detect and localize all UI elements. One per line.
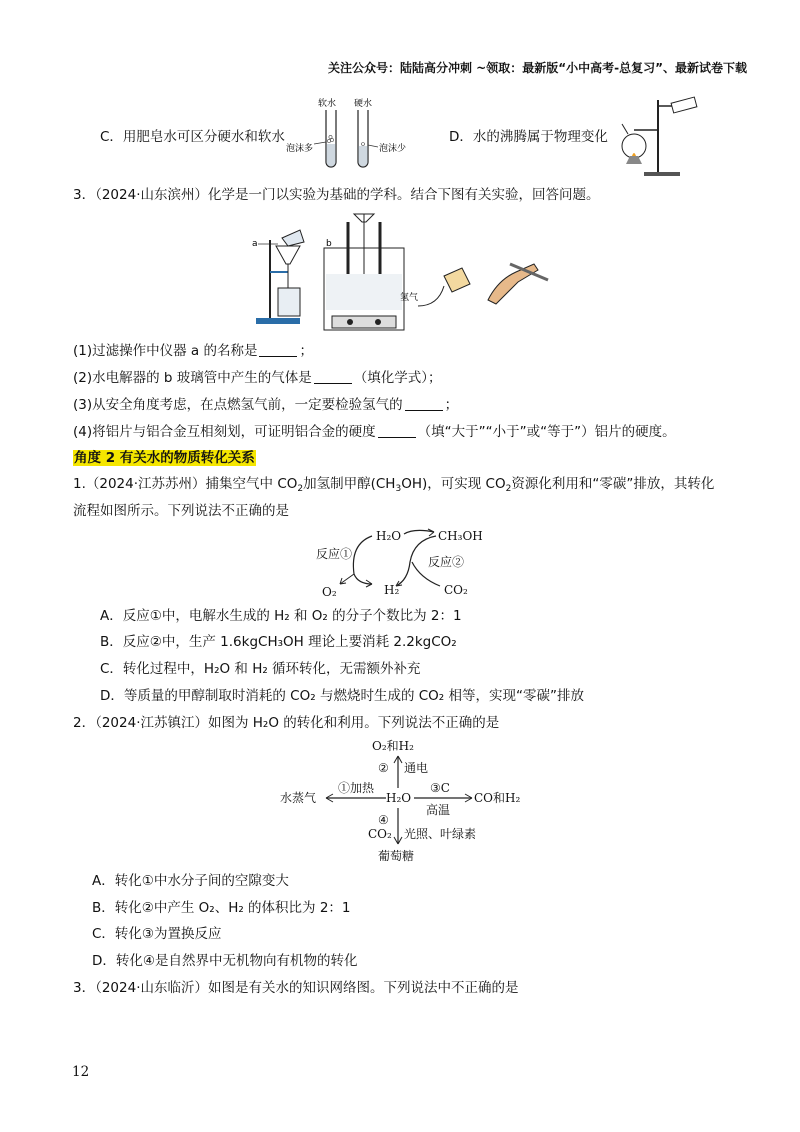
q2-conversion-diagram — [280, 736, 540, 864]
reaction2-label: 反应② — [428, 555, 465, 569]
q2-option-a[interactable]: A．转化①中水分子间的空隙变大 — [92, 873, 289, 889]
q1-stem-b: 加氢制甲醇(CH — [303, 476, 396, 492]
light-chlorophyll-label: 光照、叶绿素 — [404, 827, 477, 841]
o2-label: O₂ — [322, 585, 337, 599]
q3-part4-end: （填“大于”“小于”或“等于”）铝片的硬度。 — [417, 424, 676, 440]
sub-3: 3 — [395, 484, 402, 494]
ch3oh-label: CH₃OH — [438, 529, 483, 543]
q2-stem: 2．（2024·江苏镇江）如图为 H₂O 的转化和利用。下列说法不正确的是 — [73, 715, 500, 731]
reaction1-label: 反应① — [316, 547, 353, 561]
test-tubes-figure — [286, 96, 426, 176]
foam-more-label: 泡沫多 — [286, 144, 314, 154]
q3-part1-end: ； — [299, 343, 313, 359]
glucose-label: 葡萄糖 — [378, 849, 415, 863]
q3-part2-end: （填化学式）； — [353, 370, 442, 386]
q1-stem-c: OH)，可实现 CO — [401, 476, 506, 492]
q2-option-c[interactable]: C．转化③为置换反应 — [92, 926, 222, 942]
electric-label: 通电 — [404, 761, 429, 775]
section-title: 角度 2 有关水的物质转化关系 — [74, 450, 255, 466]
q3-part1-text: (1)过滤操作中仪器 a 的名称是 — [73, 343, 258, 359]
boiling-apparatus-figure — [614, 94, 704, 178]
q1-stem-a: 1.（2024·江苏苏州）捕集空气中 CO — [73, 476, 298, 492]
label-a: a — [252, 239, 258, 249]
hydrogen-label: 氢气 — [400, 293, 419, 303]
step2-label: ② — [378, 761, 389, 775]
o2-h2-label: O₂和H₂ — [372, 739, 414, 753]
sub-2a: 2 — [297, 484, 304, 494]
q1-stem-line1 — [73, 475, 714, 498]
q1-option-b[interactable]: B．反应②中，生产 1.6kgCH₃OH 理论上要消耗 2.2kgCO₂ — [100, 634, 457, 650]
page-number: 12 — [72, 1064, 90, 1080]
q3-experiment-figure — [248, 210, 568, 338]
center-h2o-label: H₂O — [386, 791, 412, 805]
page-header: 关注公众号：陆陆高分冲刺 ~领取：最新版“小中高考-总复习”、最新试卷下载 — [328, 61, 747, 75]
label-b: b — [326, 239, 332, 249]
answer-blank-2[interactable] — [314, 371, 352, 384]
answer-blank-4[interactable] — [378, 425, 416, 438]
q1-option-c[interactable]: C．转化过程中，H₂O 和 H₂ 循环转化，无需额外补充 — [100, 661, 421, 677]
step3-label: ③C — [430, 781, 450, 795]
answer-blank-3[interactable] — [405, 398, 443, 411]
co-h2-label: CO和H₂ — [474, 791, 521, 805]
section-heading — [73, 449, 256, 467]
q3-part4 — [73, 423, 676, 441]
hard-water-label: 硬水 — [354, 99, 373, 109]
high-temp-label: 高温 — [426, 803, 451, 817]
soft-water-label: 软水 — [318, 99, 337, 109]
q1-stem-d: 资源化利用和“零碳”排放，其转化 — [511, 476, 715, 492]
option-d-text: D．水的沸腾属于物理变化 — [449, 129, 608, 145]
step4-label: ④ — [378, 813, 389, 827]
q3-part2-text: (2)水电解器的 b 玻璃管中产生的气体是 — [73, 370, 312, 386]
foam-less-label: 泡沫少 — [379, 144, 407, 154]
q3-part4-text: (4)将铝片与铝合金互相刻划，可证明铝合金的硬度 — [73, 424, 376, 440]
q1-option-a[interactable]: A．反应①中，电解水生成的 H₂ 和 O₂ 的分子个数比为 2：1 — [100, 608, 462, 624]
h2-label: H₂ — [384, 583, 400, 597]
q3-part3-end: ； — [444, 397, 459, 413]
steam-label: 水蒸气 — [280, 791, 317, 805]
step1-label: ①加热 — [338, 781, 375, 795]
h2o-label: H₂O — [376, 529, 402, 543]
co2-reactant-label: CO₂ — [368, 827, 392, 841]
q1-option-d[interactable]: D．等质量的甲醇制取时消耗的 CO₂ 与燃烧时生成的 CO₂ 相等，实现“零碳”排放 — [100, 688, 584, 704]
co2-label: CO₂ — [444, 583, 468, 597]
sub-2b: 2 — [505, 484, 512, 494]
q1-cycle-diagram — [310, 522, 500, 604]
q3-part2 — [73, 369, 442, 387]
q3b-stem: 3．（2024·山东临沂）如图是有关水的知识网络图。下列说法中不正确的是 — [73, 980, 519, 996]
answer-blank-1[interactable] — [259, 344, 297, 357]
q3-part3-text: (3)从安全角度考虑，在点燃氢气前，一定要检验氢气的 — [73, 397, 403, 413]
option-c-text: C．用肥皂水可区分硬水和软水 — [100, 129, 285, 145]
q3-part1 — [73, 342, 313, 360]
q2-option-d[interactable]: D．转化④是自然界中无机物向有机物的转化 — [92, 953, 358, 969]
q3-stem: 3．（2024·山东滨州）化学是一门以实验为基础的学科。结合下图有关实验，回答问题。 — [73, 187, 600, 203]
q3-part3 — [73, 396, 458, 414]
q1-stem-line2: 流程如图所示。下列说法不正确的是 — [73, 503, 289, 519]
q2-option-b[interactable]: B．转化②中产生 O₂、H₂ 的体积比为 2：1 — [92, 900, 351, 916]
